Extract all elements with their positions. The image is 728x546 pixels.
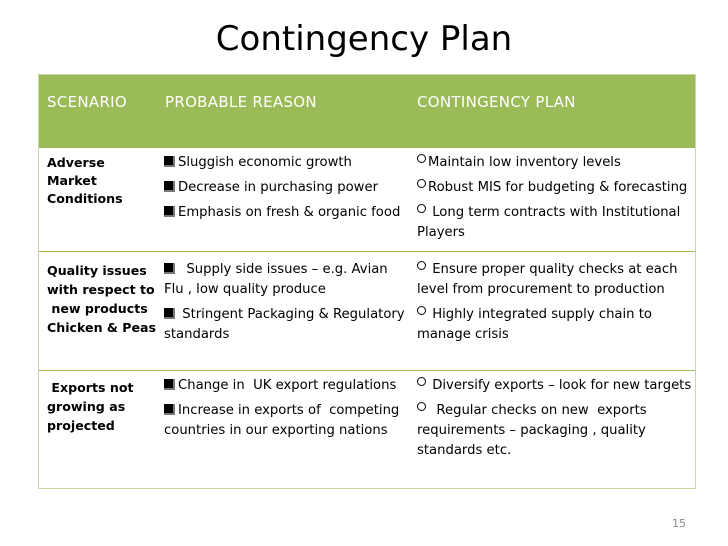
list-item: Emphasis on fresh & organic food	[164, 203, 400, 223]
bullet-square-icon	[164, 379, 175, 390]
bullet-circle-icon	[417, 402, 426, 411]
bullet-square-icon	[164, 156, 175, 167]
bullet-circle-icon	[417, 261, 426, 270]
scenario-line: Quality issues	[47, 263, 147, 278]
list-item: Highly integrated supply chain to manage crisis	[417, 307, 652, 342]
scenario-line: Conditions	[47, 191, 123, 206]
list-item: Diversify exports – look for new targets	[417, 376, 691, 401]
reason-cell	[164, 260, 405, 345]
plan-cell	[417, 153, 687, 243]
bullet-square-icon	[164, 263, 175, 274]
header-contingency-plan: CONTINGENCY PLAN	[417, 93, 576, 111]
contingency-table	[38, 74, 696, 489]
row-divider	[39, 251, 695, 252]
table-header	[39, 75, 695, 148]
bullet-circle-icon	[417, 179, 426, 188]
list-item: Sluggish economic growth	[164, 153, 400, 178]
scenario-cell	[47, 261, 156, 337]
scenario-line: with respect to	[47, 282, 155, 297]
scenario-cell	[47, 378, 134, 435]
header-probable-reason: PROBABLE REASON	[165, 93, 317, 111]
scenario-line: Market	[47, 173, 97, 188]
page-title: Contingency Plan	[215, 19, 513, 59]
scenario-line: growing as	[47, 399, 126, 414]
bullet-square-icon	[164, 206, 175, 217]
reason-cell	[164, 376, 399, 441]
bullet-square-icon	[164, 404, 175, 415]
list-item: Long term contracts with Institutional Players	[417, 205, 681, 240]
bullet-square-icon	[164, 181, 175, 192]
list-item: Change in UK export regulations	[164, 376, 399, 401]
list-item: Decrease in purchasing power	[164, 178, 400, 203]
scenario-cell	[47, 154, 123, 208]
scenario-line: Chicken & Peas	[47, 320, 157, 335]
row-divider	[39, 370, 695, 371]
page-number: 15	[672, 517, 686, 530]
bullet-circle-icon	[417, 154, 426, 163]
bullet-circle-icon	[417, 204, 426, 213]
reason-cell	[164, 153, 400, 223]
list-item: Maintain low inventory levels	[417, 153, 687, 178]
list-item: Robust MIS for budgeting & forecasting	[417, 178, 687, 203]
list-item: Supply side issues – e.g. Avian Flu , low quality produce	[164, 262, 388, 297]
bullet-circle-icon	[417, 377, 426, 386]
header-scenario: SCENARIO	[47, 93, 128, 111]
bullet-square-icon	[164, 308, 175, 319]
scenario-line: projected	[47, 418, 115, 433]
list-item: Increase in exports of competing countries in our exporting nations	[164, 403, 400, 438]
list-item: Ensure proper quality checks at each level from procurement to production	[417, 262, 678, 297]
list-item: Regular checks on new exports requirements – packaging , quality standards etc.	[417, 403, 647, 458]
scenario-line: Exports not	[47, 380, 134, 395]
bullet-circle-icon	[417, 306, 426, 315]
plan-cell	[417, 376, 691, 461]
scenario-line: Adverse	[47, 155, 105, 170]
scenario-line: new products	[47, 301, 148, 316]
plan-cell	[417, 260, 677, 345]
list-item: Stringent Packaging & Regulatory standards	[164, 307, 405, 342]
